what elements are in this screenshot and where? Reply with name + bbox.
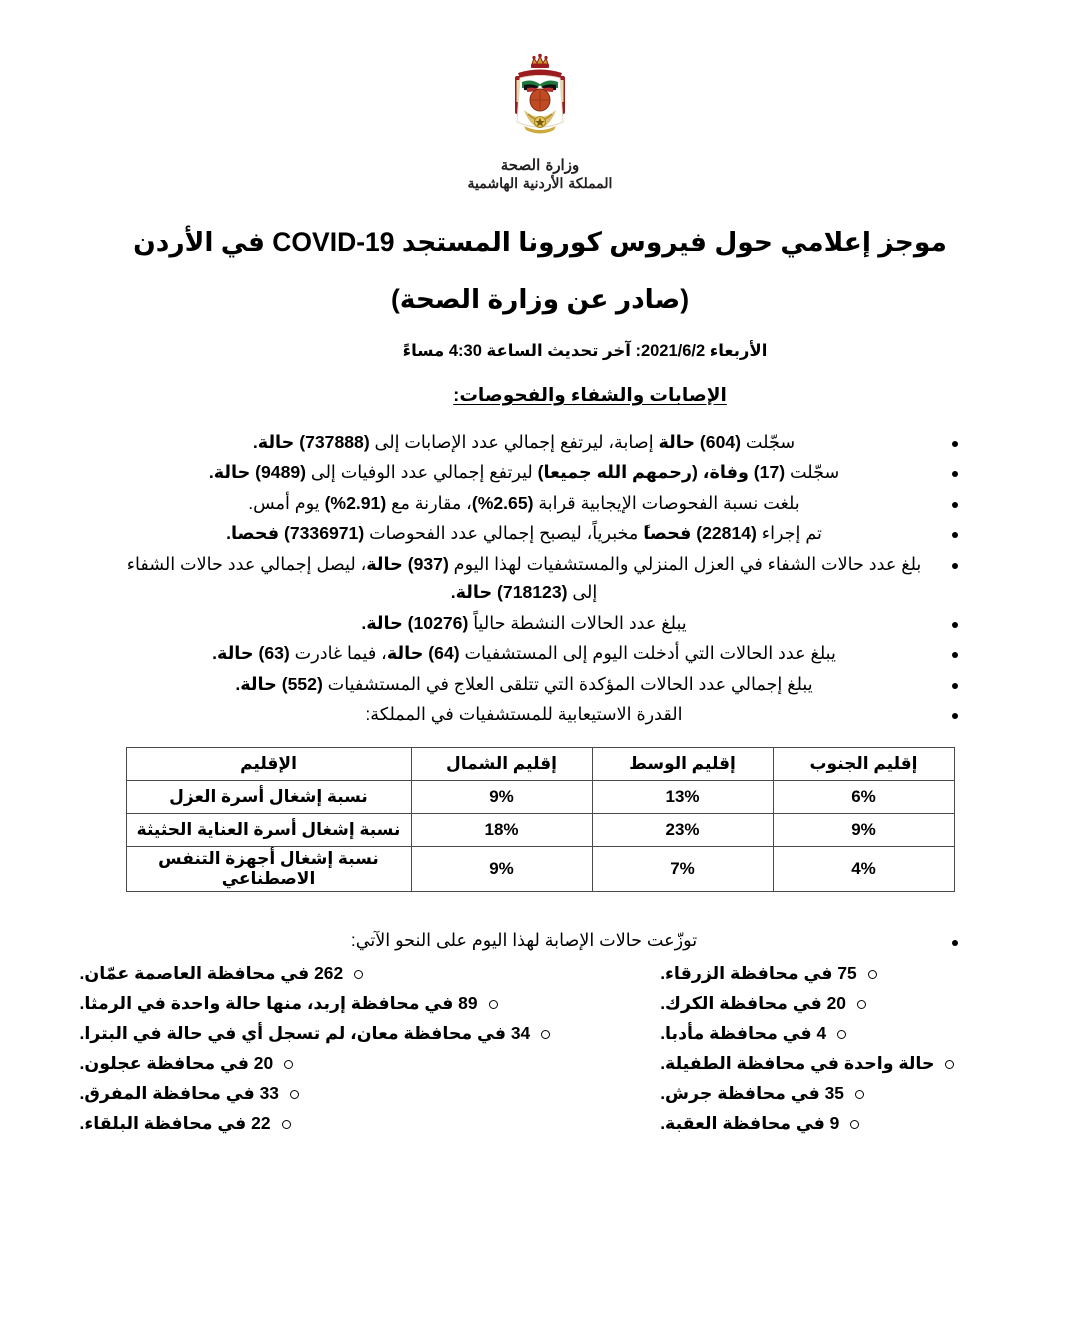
list-item: 89 في محافظة إربد، منها حالة واحدة في الرمثا. (80, 989, 504, 1019)
list-item: 4 في محافظة مأدبا. (660, 1019, 852, 1049)
table-row (126, 813, 954, 846)
statistics-bullet-list (112, 428, 962, 729)
cell-south: 4% (773, 846, 954, 891)
list-item: سجّلت (604) حالة إصابة، ليرتفع إجمالي عدد الإصابات إلى (737888) حالة. (112, 428, 962, 457)
hospital-capacity-table (126, 747, 955, 892)
list-item: 22 في محافظة البلقاء. (80, 1109, 297, 1139)
cell-row-label: نسبة إشغال أجهزة التنفس الاصطناعي (126, 846, 411, 891)
list-item: 34 في محافظة معان، لم تسجل أي في حالة في البترا. (80, 1019, 557, 1049)
column-header-north: إقليم الشمال (411, 747, 592, 780)
list-item: تم إجراء (22814) فحصاً مخبرياً، ليصبح إجمالي عدد الفحوصات (7336971) فحصا. (112, 519, 962, 548)
distribution-intro: توزّعت حالات الإصابة لهذا اليوم على النحو الآتي: (112, 930, 962, 951)
list-item: 20 في محافظة عجلون. (80, 1049, 300, 1079)
table-header-row (126, 747, 954, 780)
distribution-columns (0, 959, 1080, 1139)
ministry-name-arabic: وزارة الصحة (500, 156, 580, 174)
jordan-coat-of-arms-icon (480, 52, 600, 152)
cell-row-label: نسبة إشغال أسرة العناية الحثيثة (126, 813, 411, 846)
page-title: موجز إعلامي حول فيروس كورونا المستجد COVID-19 في الأردن (133, 226, 947, 257)
table-row (126, 780, 954, 813)
list-item: 35 في محافظة جرش. (660, 1079, 870, 1109)
list-item: بلغت نسبة الفحوصات الإيجابية قرابة (2.65%)، مقارنة مع (2.91%) يوم أمس. (112, 489, 962, 518)
cell-middle: 7% (592, 846, 773, 891)
column-header-south: إقليم الجنوب (773, 747, 954, 780)
document-header (0, 0, 1080, 193)
kingdom-name-arabic: المملكة الأردنية الهاشمية (467, 175, 613, 192)
cell-middle: 13% (592, 780, 773, 813)
list-item: 9 في محافظة العقبة. (660, 1109, 865, 1139)
list-item: سجّلت (17) وفاة، (رحمهم الله جميعا) ليرتفع إجمالي عدد الوفيات إلى (9489) حالة. (112, 458, 962, 487)
cell-middle: 23% (592, 813, 773, 846)
list-item: يبلغ إجمالي عدد الحالات المؤكدة التي تتلقى العلاج في المستشفيات (552) حالة. (112, 670, 962, 699)
cell-row-label: نسبة إشغال أسرة العزل (126, 780, 411, 813)
cell-south: 6% (773, 780, 954, 813)
page-subtitle: (صادر عن وزارة الصحة) (390, 283, 690, 314)
last-update-timestamp: الأربعاء 2021/6/2: آخر تحديث الساعة 4:30 مساءً (402, 341, 768, 360)
list-item: يبلغ عدد الحالات النشطة حالياً (10276) حالة. (112, 609, 962, 638)
list-item: 262 في محافظة العاصمة عمّان. (80, 959, 370, 989)
list-item: يبلغ عدد الحالات التي أدخلت اليوم إلى المستشفيات (64) حالة، فيما غادرت (63) حالة. (112, 639, 962, 668)
list-item: بلغ عدد حالات الشفاء في العزل المنزلي والمستشفيات لهذا اليوم (937) حالة، ليصل إجمالي عدد حالات الشفاء إلى (718123) حالة. (112, 550, 962, 607)
section-heading-cases: الإصابات والشفاء والفحوصات: (453, 383, 727, 405)
cell-north: 9% (411, 780, 592, 813)
list-item: 20 في محافظة الكرك. (660, 989, 872, 1019)
distribution-column-left (660, 959, 960, 1139)
list-item: القدرة الاستيعابية للمستشفيات في المملكة: (112, 700, 962, 729)
list-item: حالة واحدة في محافظة الطفيلة. (660, 1049, 960, 1079)
column-header-middle: إقليم الوسط (592, 747, 773, 780)
list-item: 75 في محافظة الزرقاء. (660, 959, 883, 989)
list-item: 33 في محافظة المفرق. (80, 1079, 305, 1109)
cell-north: 18% (411, 813, 592, 846)
cell-north: 9% (411, 846, 592, 891)
column-header-region: الإقليم (126, 747, 411, 780)
cell-south: 9% (773, 813, 954, 846)
table-row (126, 846, 954, 891)
distribution-column-right (80, 959, 557, 1139)
